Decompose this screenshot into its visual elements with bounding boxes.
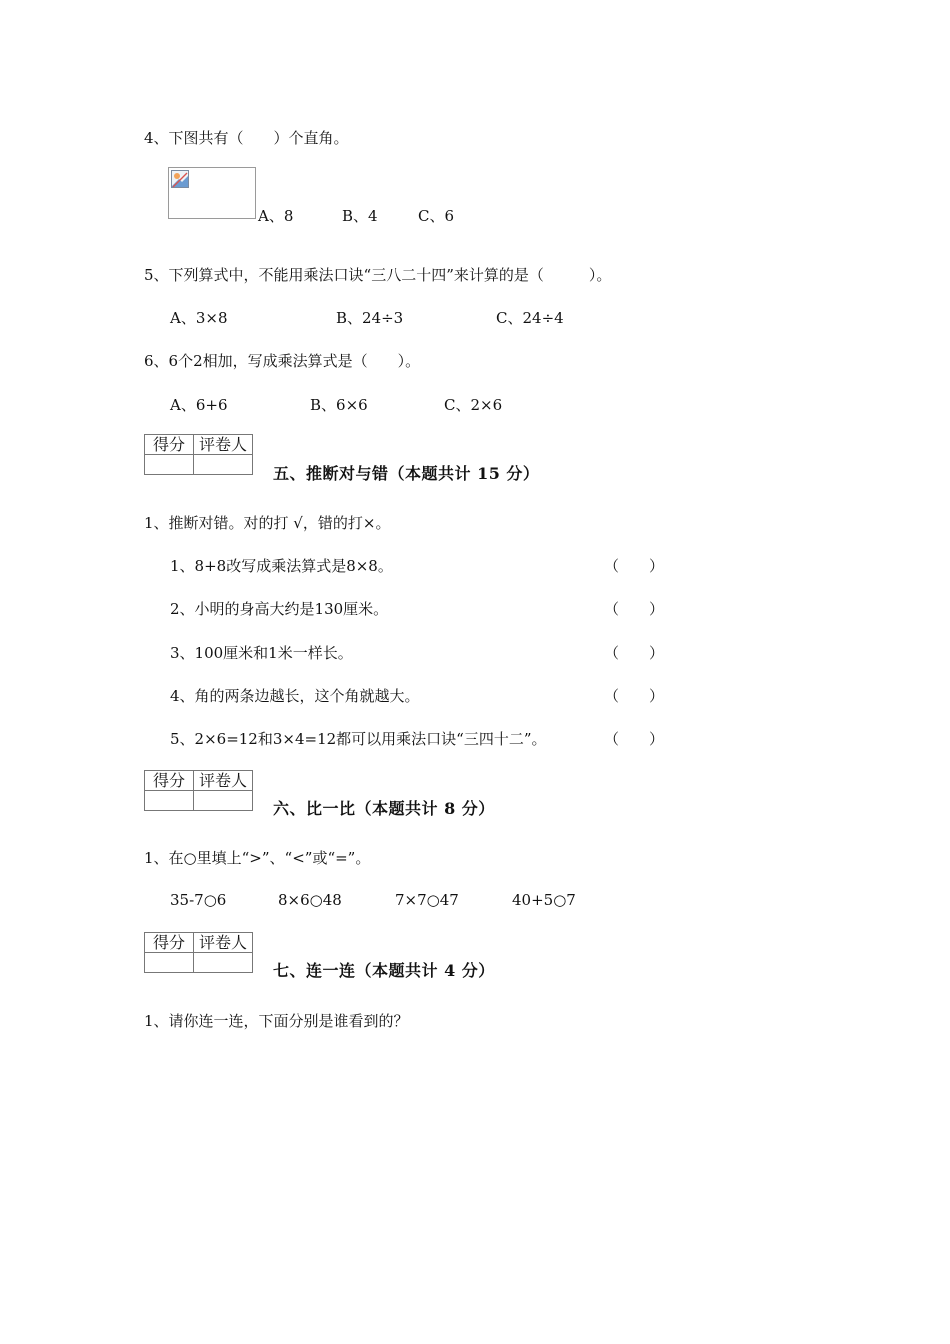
comparison-item: 35-7○6 xyxy=(170,891,227,909)
answer-paren-2[interactable]: （ ） xyxy=(604,600,665,618)
question-6-options xyxy=(170,394,502,415)
score-cell[interactable] xyxy=(145,455,194,475)
answer-paren-3[interactable]: （ ） xyxy=(604,644,665,662)
section-5-instruction: 1、推断对错。对的打 √，错的打×。 xyxy=(144,514,391,532)
grader-label: 评卷人 xyxy=(194,933,253,953)
section-7-instruction: 1、请你连一连，下面分别是谁看到的？ xyxy=(144,1012,409,1030)
grader-label: 评卷人 xyxy=(194,435,253,455)
section-5-title: 五、推断对与错（本题共计 15 分） xyxy=(273,464,540,483)
judgement-item-5: 5、2×6=12和3×4=12都可以用乘法口诀“三四十二”。 xyxy=(170,730,547,748)
score-label: 得分 xyxy=(145,771,194,791)
comparison-item: 8×6○48 xyxy=(278,891,342,909)
score-cell[interactable] xyxy=(145,953,194,973)
question-5-options xyxy=(170,307,564,328)
score-table xyxy=(144,434,253,475)
option-b: B、4 xyxy=(342,207,378,225)
section-6-instruction: 1、在○里填上“>”、“<”或“=”。 xyxy=(144,849,371,867)
section-7-title: 七、连一连（本题共计 4 分） xyxy=(273,961,495,980)
answer-paren-5[interactable]: （ ） xyxy=(604,730,665,748)
right-angle-figure-image xyxy=(168,167,256,219)
score-table xyxy=(144,770,253,811)
option-a: A、3×8 xyxy=(170,309,228,327)
question-5-stem: 5、下列算式中，不能用乘法口诀“三八二十四”来计算的是（ ）。 xyxy=(144,266,612,284)
option-b: B、6×6 xyxy=(310,396,368,414)
option-b: B、24÷3 xyxy=(336,309,404,327)
answer-paren-4[interactable]: （ ） xyxy=(604,687,665,705)
option-c: C、24÷4 xyxy=(496,309,564,327)
question-6-stem: 6、6个2相加，写成乘法算式是（ ）。 xyxy=(144,352,421,370)
grader-cell[interactable] xyxy=(194,455,253,475)
broken-image-icon xyxy=(171,170,189,188)
question-4-options xyxy=(258,205,454,226)
judgement-item-4: 4、角的两条边越长，这个角就越大。 xyxy=(170,687,420,705)
judgement-item-1: 1、8+8改写成乘法算式是8×8。 xyxy=(170,557,393,575)
score-table xyxy=(144,932,253,973)
comparison-item: 7×7○47 xyxy=(395,891,459,909)
grader-label: 评卷人 xyxy=(194,771,253,791)
score-cell[interactable] xyxy=(145,791,194,811)
option-c: C、6 xyxy=(418,207,455,225)
option-a: A、6+6 xyxy=(170,396,228,414)
comparison-item: 40+5○7 xyxy=(512,891,576,909)
question-4-stem: 4、下图共有（ ）个直角。 xyxy=(144,129,349,147)
option-a: A、8 xyxy=(258,207,294,225)
answer-paren-1[interactable]: （ ） xyxy=(604,557,665,575)
judgement-item-3: 3、100厘米和1米一样长。 xyxy=(170,644,353,662)
judgement-item-2: 2、小明的身高大约是130厘米。 xyxy=(170,600,389,618)
score-label: 得分 xyxy=(145,435,194,455)
section-6-title: 六、比一比（本题共计 8 分） xyxy=(273,799,495,818)
score-label: 得分 xyxy=(145,933,194,953)
grader-cell[interactable] xyxy=(194,791,253,811)
grader-cell[interactable] xyxy=(194,953,253,973)
comparison-items xyxy=(170,891,576,909)
option-c: C、2×6 xyxy=(444,396,503,414)
